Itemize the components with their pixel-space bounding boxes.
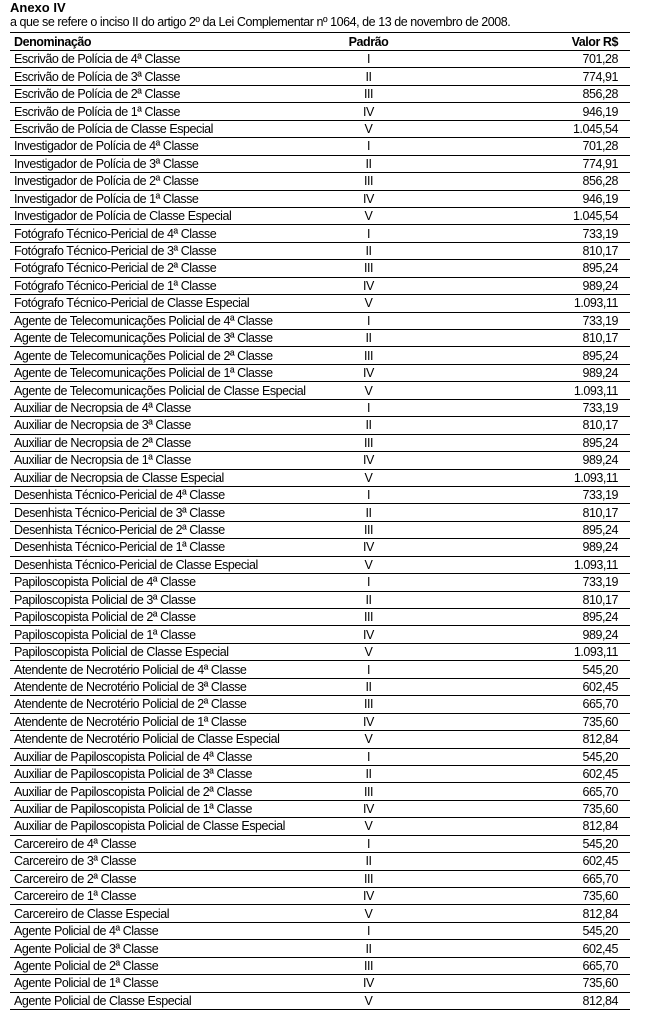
cell-denominacao: Auxiliar de Necropsia de Classe Especial — [10, 469, 320, 486]
cell-denominacao: Papiloscopista Policial de 2ª Classe — [10, 609, 320, 626]
cell-denominacao: Escrivão de Polícia de 2ª Classe — [10, 85, 320, 102]
column-header-valor: Valor R$ — [416, 33, 630, 51]
cell-padrao: V — [320, 382, 416, 399]
cell-denominacao: Escrivão de Polícia de 4ª Classe — [10, 51, 320, 68]
cell-denominacao: Investigador de Polícia de 2ª Classe — [10, 173, 320, 190]
cell-denominacao: Carcereiro de Classe Especial — [10, 905, 320, 922]
cell-valor: 733,19 — [416, 399, 630, 416]
cell-valor: 1.093,11 — [416, 295, 630, 312]
cell-padrao: V — [320, 992, 416, 1009]
table-row — [10, 888, 630, 905]
cell-denominacao: Atendente de Necrotério Policial de 1ª Classe — [10, 713, 320, 730]
document — [10, 0, 630, 1010]
cell-padrao: V — [320, 469, 416, 486]
cell-denominacao: Agente Policial de 4ª Classe — [10, 922, 320, 939]
cell-valor: 665,70 — [416, 957, 630, 974]
table-row — [10, 539, 630, 556]
cell-padrao: IV — [320, 975, 416, 992]
cell-valor: 602,45 — [416, 853, 630, 870]
cell-denominacao: Agente de Telecomunicações Policial de 4ª Classe — [10, 312, 320, 329]
cell-denominacao: Agente de Telecomunicações Policial de 1ª Classe — [10, 364, 320, 381]
cell-valor: 1.093,11 — [416, 643, 630, 660]
cell-padrao: III — [320, 173, 416, 190]
column-header-denominacao: Denominação — [10, 33, 320, 51]
cell-denominacao: Auxiliar de Necropsia de 3ª Classe — [10, 417, 320, 434]
cell-padrao: IV — [320, 190, 416, 207]
cell-denominacao: Investigador de Polícia de 4ª Classe — [10, 138, 320, 155]
cell-valor: 895,24 — [416, 347, 630, 364]
cell-valor: 1.093,11 — [416, 469, 630, 486]
cell-padrao: I — [320, 312, 416, 329]
cell-padrao: I — [320, 748, 416, 765]
cell-padrao: II — [320, 417, 416, 434]
cell-valor: 545,20 — [416, 748, 630, 765]
table-row — [10, 190, 630, 207]
cell-padrao: II — [320, 678, 416, 695]
cell-denominacao: Carcereiro de 1ª Classe — [10, 888, 320, 905]
cell-padrao: V — [320, 818, 416, 835]
cell-padrao: III — [320, 609, 416, 626]
table-header-row — [10, 33, 630, 51]
table-row — [10, 155, 630, 172]
table-row — [10, 469, 630, 486]
cell-denominacao: Escrivão de Polícia de 1ª Classe — [10, 103, 320, 120]
table-row — [10, 783, 630, 800]
cell-valor: 989,24 — [416, 539, 630, 556]
cell-valor: 810,17 — [416, 417, 630, 434]
table-row — [10, 922, 630, 939]
cell-valor: 733,19 — [416, 574, 630, 591]
cell-valor: 856,28 — [416, 85, 630, 102]
cell-padrao: II — [320, 242, 416, 259]
cell-padrao: I — [320, 399, 416, 416]
cell-valor: 665,70 — [416, 696, 630, 713]
cell-padrao: III — [320, 434, 416, 451]
table-row — [10, 748, 630, 765]
cell-padrao: II — [320, 853, 416, 870]
table-row — [10, 661, 630, 678]
cell-valor: 1.093,11 — [416, 382, 630, 399]
table-body — [10, 51, 630, 1010]
cell-padrao: III — [320, 260, 416, 277]
cell-padrao: V — [320, 207, 416, 224]
cell-denominacao: Agente de Telecomunicações Policial de 2ª Classe — [10, 347, 320, 364]
cell-padrao: V — [320, 643, 416, 660]
cell-valor: 812,84 — [416, 731, 630, 748]
cell-valor: 735,60 — [416, 888, 630, 905]
cell-padrao: II — [320, 155, 416, 172]
cell-padrao: II — [320, 68, 416, 85]
cell-denominacao: Auxiliar de Necropsia de 2ª Classe — [10, 434, 320, 451]
table-row — [10, 103, 630, 120]
table-row — [10, 591, 630, 608]
table-row — [10, 68, 630, 85]
cell-denominacao: Fotógrafo Técnico-Pericial de 1ª Classe — [10, 277, 320, 294]
table-row — [10, 417, 630, 434]
table-row — [10, 643, 630, 660]
cell-padrao: IV — [320, 364, 416, 381]
cell-denominacao: Agente Policial de Classe Especial — [10, 992, 320, 1009]
table-row — [10, 295, 630, 312]
annex-title: Anexo IV — [10, 0, 66, 15]
cell-padrao: IV — [320, 452, 416, 469]
cell-valor: 989,24 — [416, 626, 630, 643]
cell-valor: 701,28 — [416, 138, 630, 155]
cell-padrao: IV — [320, 626, 416, 643]
cell-valor: 733,19 — [416, 312, 630, 329]
cell-valor: 665,70 — [416, 783, 630, 800]
cell-padrao: II — [320, 765, 416, 782]
cell-padrao: IV — [320, 713, 416, 730]
table-row — [10, 452, 630, 469]
cell-padrao: II — [320, 940, 416, 957]
cell-denominacao: Papiloscopista Policial de 3ª Classe — [10, 591, 320, 608]
table-row — [10, 225, 630, 242]
table-row — [10, 364, 630, 381]
cell-valor: 735,60 — [416, 800, 630, 817]
table-row — [10, 347, 630, 364]
cell-valor: 895,24 — [416, 521, 630, 538]
cell-denominacao: Escrivão de Polícia de Classe Especial — [10, 120, 320, 137]
cell-denominacao: Agente Policial de 1ª Classe — [10, 975, 320, 992]
cell-valor: 774,91 — [416, 155, 630, 172]
table-row — [10, 260, 630, 277]
cell-padrao: IV — [320, 277, 416, 294]
table-row — [10, 905, 630, 922]
cell-denominacao: Auxiliar de Papiloscopista Policial de 1ª Classe — [10, 800, 320, 817]
cell-denominacao: Auxiliar de Papiloscopista Policial de 4ª Classe — [10, 748, 320, 765]
cell-padrao: I — [320, 922, 416, 939]
cell-padrao: V — [320, 120, 416, 137]
cell-padrao: II — [320, 504, 416, 521]
cell-padrao: IV — [320, 103, 416, 120]
cell-valor: 701,28 — [416, 51, 630, 68]
table-row — [10, 486, 630, 503]
cell-valor: 810,17 — [416, 591, 630, 608]
cell-valor: 895,24 — [416, 609, 630, 626]
table-row — [10, 277, 630, 294]
cell-denominacao: Escrivão de Polícia de 3ª Classe — [10, 68, 320, 85]
table-row — [10, 853, 630, 870]
cell-denominacao: Investigador de Polícia de 1ª Classe — [10, 190, 320, 207]
cell-padrao: III — [320, 870, 416, 887]
cell-valor: 774,91 — [416, 68, 630, 85]
cell-padrao: IV — [320, 539, 416, 556]
cell-padrao: II — [320, 591, 416, 608]
table-row — [10, 399, 630, 416]
cell-valor: 602,45 — [416, 940, 630, 957]
cell-valor: 989,24 — [416, 364, 630, 381]
cell-valor: 946,19 — [416, 103, 630, 120]
cell-denominacao: Papiloscopista Policial de 4ª Classe — [10, 574, 320, 591]
cell-valor: 810,17 — [416, 504, 630, 521]
cell-valor: 1.093,11 — [416, 556, 630, 573]
cell-valor: 946,19 — [416, 190, 630, 207]
table-row — [10, 609, 630, 626]
cell-padrao: I — [320, 835, 416, 852]
cell-padrao: I — [320, 486, 416, 503]
cell-valor: 856,28 — [416, 173, 630, 190]
table-row — [10, 138, 630, 155]
cell-padrao: III — [320, 957, 416, 974]
cell-padrao: V — [320, 905, 416, 922]
table-row — [10, 330, 630, 347]
table-row — [10, 992, 630, 1009]
table-row — [10, 51, 630, 68]
table-row — [10, 434, 630, 451]
cell-padrao: IV — [320, 800, 416, 817]
cell-denominacao: Auxiliar de Papiloscopista Policial de 2ª Classe — [10, 783, 320, 800]
cell-denominacao: Desenhista Técnico-Pericial de 1ª Classe — [10, 539, 320, 556]
cell-padrao: III — [320, 347, 416, 364]
salary-table — [10, 32, 630, 1010]
cell-valor: 733,19 — [416, 225, 630, 242]
cell-padrao: III — [320, 696, 416, 713]
table-row — [10, 731, 630, 748]
cell-padrao: IV — [320, 888, 416, 905]
table-row — [10, 835, 630, 852]
table-row — [10, 957, 630, 974]
cell-denominacao: Auxiliar de Papiloscopista Policial de Classe Especial — [10, 818, 320, 835]
table-row — [10, 120, 630, 137]
cell-denominacao: Investigador de Polícia de 3ª Classe — [10, 155, 320, 172]
table-row — [10, 556, 630, 573]
table-row — [10, 713, 630, 730]
cell-denominacao: Desenhista Técnico-Pericial de 2ª Classe — [10, 521, 320, 538]
cell-padrao: III — [320, 521, 416, 538]
cell-valor: 989,24 — [416, 452, 630, 469]
annex-subtitle: a que se refere o inciso II do artigo 2º da Lei Complementar nº 1064, de 13 de novembro de 2008. — [10, 15, 511, 29]
cell-denominacao: Papiloscopista Policial de Classe Especial — [10, 643, 320, 660]
cell-valor: 665,70 — [416, 870, 630, 887]
cell-valor: 545,20 — [416, 835, 630, 852]
cell-valor: 812,84 — [416, 905, 630, 922]
cell-valor: 735,60 — [416, 975, 630, 992]
cell-denominacao: Carcereiro de 4ª Classe — [10, 835, 320, 852]
table-row — [10, 242, 630, 259]
cell-padrao: I — [320, 574, 416, 591]
table-row — [10, 818, 630, 835]
cell-padrao: II — [320, 330, 416, 347]
cell-denominacao: Papiloscopista Policial de 1ª Classe — [10, 626, 320, 643]
cell-denominacao: Carcereiro de 2ª Classe — [10, 870, 320, 887]
cell-valor: 812,84 — [416, 992, 630, 1009]
cell-denominacao: Agente Policial de 2ª Classe — [10, 957, 320, 974]
cell-denominacao: Fotógrafo Técnico-Pericial de 4ª Classe — [10, 225, 320, 242]
table-row — [10, 626, 630, 643]
table-row — [10, 207, 630, 224]
cell-padrao: I — [320, 661, 416, 678]
table-row — [10, 521, 630, 538]
table-row — [10, 504, 630, 521]
cell-padrao: I — [320, 138, 416, 155]
cell-denominacao: Atendente de Necrotério Policial de 4ª Classe — [10, 661, 320, 678]
cell-denominacao: Atendente de Necrotério Policial de 2ª Classe — [10, 696, 320, 713]
table-row — [10, 574, 630, 591]
cell-valor: 602,45 — [416, 765, 630, 782]
cell-padrao: III — [320, 85, 416, 102]
cell-padrao: III — [320, 783, 416, 800]
cell-denominacao: Agente de Telecomunicações Policial de 3ª Classe — [10, 330, 320, 347]
cell-valor: 989,24 — [416, 277, 630, 294]
table-row — [10, 312, 630, 329]
cell-valor: 810,17 — [416, 242, 630, 259]
cell-valor: 545,20 — [416, 661, 630, 678]
cell-denominacao: Auxiliar de Necropsia de 1ª Classe — [10, 452, 320, 469]
cell-denominacao: Investigador de Polícia de Classe Especial — [10, 207, 320, 224]
cell-valor: 545,20 — [416, 922, 630, 939]
cell-denominacao: Desenhista Técnico-Pericial de Classe Especial — [10, 556, 320, 573]
cell-denominacao: Atendente de Necrotério Policial de Classe Especial — [10, 731, 320, 748]
cell-valor: 895,24 — [416, 260, 630, 277]
cell-denominacao: Atendente de Necrotério Policial de 3ª Classe — [10, 678, 320, 695]
table-row — [10, 173, 630, 190]
cell-valor: 1.045,54 — [416, 207, 630, 224]
cell-denominacao: Fotógrafo Técnico-Pericial de 3ª Classe — [10, 242, 320, 259]
table-row — [10, 696, 630, 713]
cell-padrao: I — [320, 225, 416, 242]
cell-denominacao: Agente de Telecomunicações Policial de Classe Especial — [10, 382, 320, 399]
table-row — [10, 940, 630, 957]
cell-valor: 733,19 — [416, 486, 630, 503]
table-row — [10, 975, 630, 992]
cell-denominacao: Desenhista Técnico-Pericial de 4ª Classe — [10, 486, 320, 503]
column-header-padrao: Padrão — [320, 33, 416, 51]
cell-denominacao: Fotógrafo Técnico-Pericial de 2ª Classe — [10, 260, 320, 277]
cell-denominacao: Fotógrafo Técnico-Pericial de Classe Especial — [10, 295, 320, 312]
cell-padrao: V — [320, 556, 416, 573]
cell-denominacao: Auxiliar de Papiloscopista Policial de 3ª Classe — [10, 765, 320, 782]
table-row — [10, 800, 630, 817]
cell-valor: 810,17 — [416, 330, 630, 347]
cell-padrao: V — [320, 731, 416, 748]
cell-valor: 1.045,54 — [416, 120, 630, 137]
table-row — [10, 678, 630, 695]
cell-denominacao: Auxiliar de Necropsia de 4ª Classe — [10, 399, 320, 416]
cell-padrao: V — [320, 295, 416, 312]
cell-valor: 895,24 — [416, 434, 630, 451]
table-row — [10, 765, 630, 782]
cell-valor: 812,84 — [416, 818, 630, 835]
table-row — [10, 85, 630, 102]
cell-denominacao: Agente Policial de 3ª Classe — [10, 940, 320, 957]
cell-valor: 735,60 — [416, 713, 630, 730]
table-row — [10, 870, 630, 887]
table-row — [10, 382, 630, 399]
cell-padrao: I — [320, 51, 416, 68]
cell-denominacao: Desenhista Técnico-Pericial de 3ª Classe — [10, 504, 320, 521]
cell-denominacao: Carcereiro de 3ª Classe — [10, 853, 320, 870]
cell-valor: 602,45 — [416, 678, 630, 695]
